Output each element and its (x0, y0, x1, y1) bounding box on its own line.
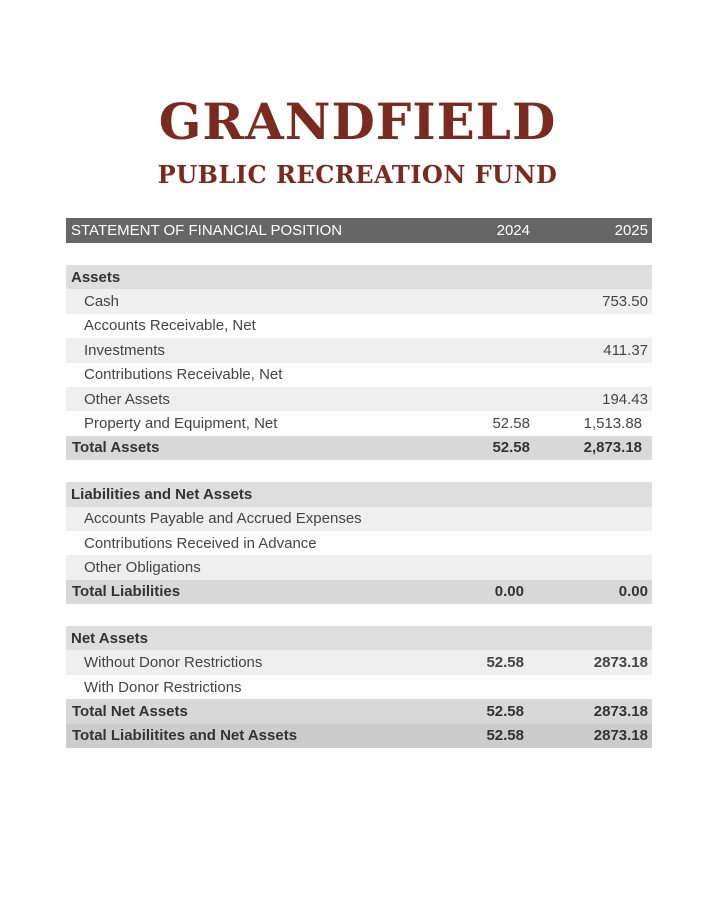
column-header-2025: 2025 (614, 222, 648, 239)
section-header-assets (66, 265, 652, 289)
row-label: Accounts Payable and Accrued Expenses (84, 510, 362, 528)
row-label: Property and Equipment, Net (84, 415, 278, 433)
value-2024: 0.00 (494, 583, 524, 601)
row-label: Total Liabilities (72, 583, 181, 601)
table-row (66, 338, 652, 362)
row-label: Other Obligations (84, 558, 201, 576)
value-2025: 2873.18 (593, 727, 648, 745)
row-label: Total Liabilitites and Net Assets (72, 727, 298, 745)
row-label: Contributions Receivable, Net (84, 366, 283, 384)
section-header-net-assets (66, 626, 652, 650)
table-row (66, 363, 652, 387)
row-label: Cash (84, 293, 120, 311)
spacer (66, 243, 652, 265)
row-label: Contributions Received in Advance (84, 534, 317, 552)
table-row (66, 531, 652, 555)
section-label: Net Assets (71, 629, 148, 647)
section-header-liabilities (66, 482, 652, 506)
org-subtitle: PUBLIC RECREATION FUND (157, 160, 558, 189)
total-assets-row (66, 436, 652, 460)
section-label: Assets (71, 268, 121, 286)
table-row (66, 411, 652, 435)
section-label: Liabilities and Net Assets (71, 485, 253, 503)
row-label: Without Donor Restrictions (84, 654, 263, 672)
value-2025: 1,513.88 (583, 415, 642, 433)
value-2025: 753.50 (602, 293, 648, 311)
org-title: GRANDFIELD (158, 92, 557, 151)
value-2025: 0.00 (618, 583, 648, 601)
total-net-assets-row (66, 699, 652, 723)
row-label: Investments (84, 341, 165, 359)
value-2025: 2873.18 (593, 654, 648, 672)
value-2025: 2873.18 (593, 702, 648, 720)
value-2024: 52.58 (492, 415, 530, 433)
spacer (66, 604, 652, 626)
table-row (66, 387, 652, 411)
value-2025: 2,873.18 (583, 439, 642, 457)
financial-position-table (66, 218, 652, 748)
row-label: Total Assets (72, 439, 160, 457)
table-row (66, 507, 652, 531)
table-row (66, 289, 652, 313)
grand-total-row (66, 724, 652, 748)
table-row (66, 555, 652, 579)
spacer (66, 460, 652, 482)
row-label: Total Net Assets (72, 702, 188, 720)
row-label: Accounts Receivable, Net (84, 317, 256, 335)
value-2024: 52.58 (486, 727, 524, 745)
row-label: Other Assets (84, 390, 170, 408)
table-row (66, 314, 652, 338)
value-2025: 194.43 (602, 390, 648, 408)
value-2025: 411.37 (603, 341, 648, 359)
column-header-2024: 2024 (496, 222, 530, 239)
table-heading: STATEMENT OF FINANCIAL POSITION (71, 222, 343, 239)
row-label: With Donor Restrictions (84, 678, 242, 696)
value-2024: 52.58 (486, 702, 524, 720)
table-row (66, 650, 652, 674)
table-header-row (66, 218, 652, 243)
total-liabilities-row (66, 580, 652, 604)
table-row (66, 675, 652, 699)
value-2024: 52.58 (486, 654, 524, 672)
value-2024: 52.58 (492, 439, 530, 457)
